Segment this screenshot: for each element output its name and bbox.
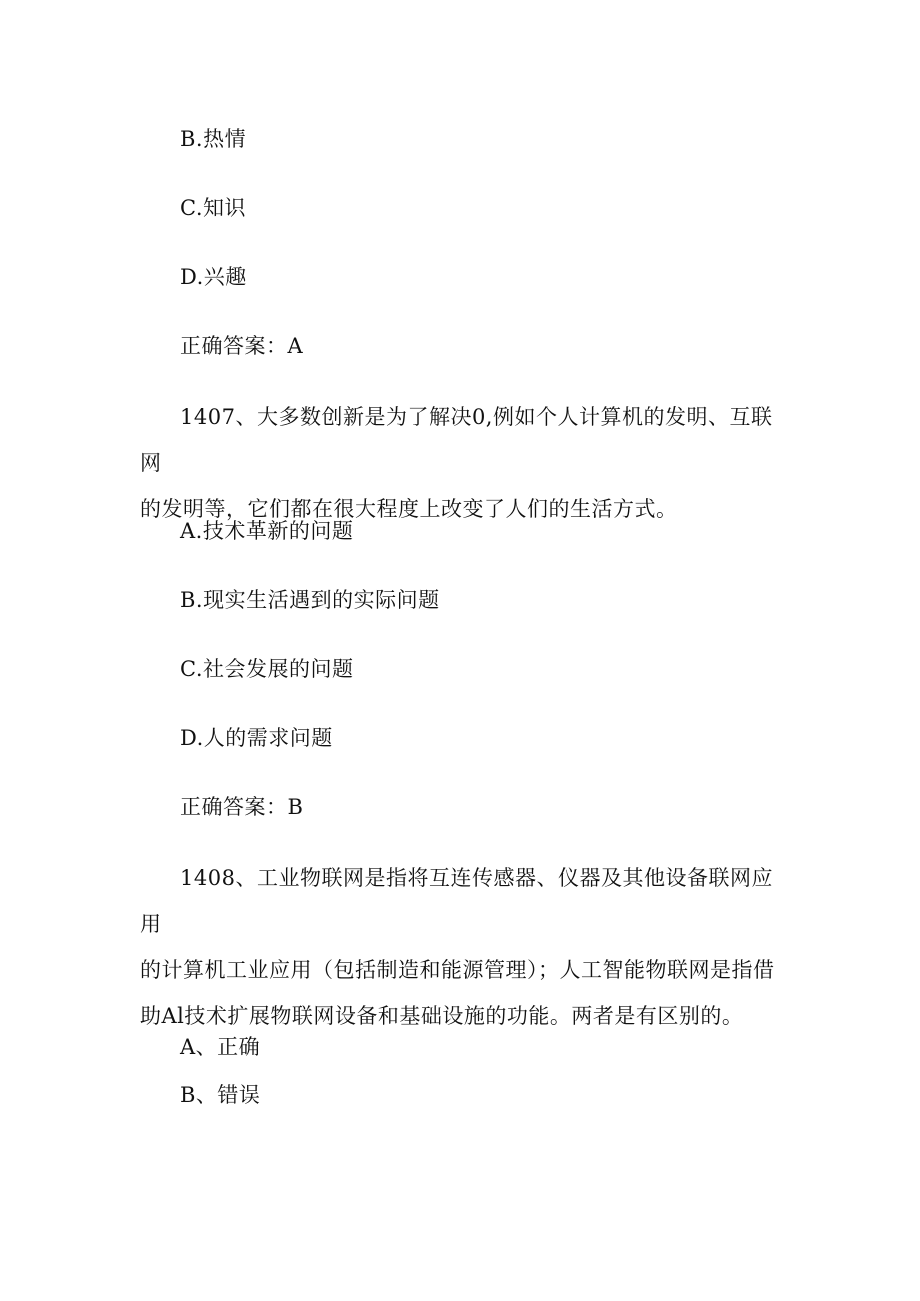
q1407-question-line2: 的发明等，它们都在很大程度上改变了人们的生活方式。 xyxy=(140,497,678,521)
q1408-question xyxy=(140,855,790,1039)
q1407-question xyxy=(140,394,790,532)
q1407-answer: 正确答案：B xyxy=(180,795,304,819)
q1406-answer: 正确答案：A xyxy=(180,334,304,358)
q1406-option-d: D.兴趣 xyxy=(180,265,247,289)
q1407-option-b: B.现实生活遇到的实际问题 xyxy=(180,588,440,612)
q1408-option-b: B、错误 xyxy=(180,1083,261,1107)
q1407-option-c: C.社会发展的问题 xyxy=(180,657,354,681)
q1406-option-b: B.热情 xyxy=(180,127,247,151)
q1408-option-a: A、正确 xyxy=(180,1035,261,1059)
q1408-question-line3: 助Al技术扩展物联网设备和基础设施的功能。两者是有区别的。 xyxy=(140,1004,744,1028)
q1406-option-c: C.知识 xyxy=(180,196,246,220)
q1407-question-line1: 1407、大多数创新是为了解决0,例如个人计算机的发明、互联网 xyxy=(140,405,773,475)
q1408-question-line2: 的计算机工业应用（包括制造和能源管理）；人工智能物联网是指借 xyxy=(140,958,775,982)
q1407-option-a: A.技术革新的问题 xyxy=(180,519,354,543)
q1408-question-line1: 1408、工业物联网是指将互连传感器、仪器及其他设备联网应用 xyxy=(140,866,773,936)
q1407-option-d: D.人的需求问题 xyxy=(180,726,333,750)
